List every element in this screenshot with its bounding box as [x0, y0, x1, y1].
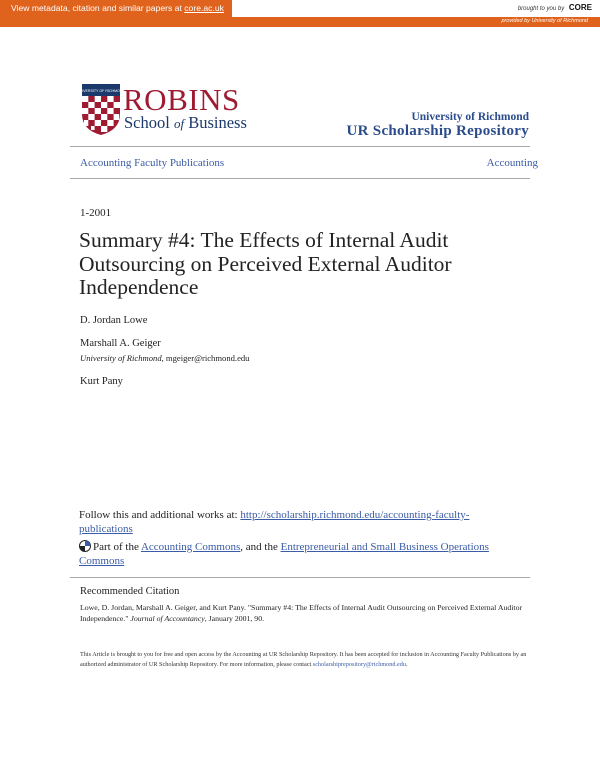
shield-text: UNIVERSITY OF RICHMOND	[76, 89, 126, 93]
follow-text: Follow this and additional works at:	[79, 509, 241, 521]
core-banner	[0, 0, 600, 17]
citation-tail: , January 2001, 90.	[204, 614, 265, 623]
core-brand: CORE	[568, 3, 592, 12]
logo-school-text	[124, 113, 247, 133]
notice-text: This Article is brought to you for free and open access by the Accounting at UR Scholarship Repository. It has been accepted for inclusion in Accounting Faculty Publications by an authorized administrator of UR Scholarship Repository. For more information, please contact	[80, 651, 527, 668]
repository-name[interactable]: UR Scholarship Repository	[346, 123, 529, 139]
partof-middle: , and the	[240, 541, 281, 553]
citation-main: Lowe, D. Jordan, Marshall A. Geiger, and Kurt Pany. "Summary #4: The Effects of Internal Audit Outsourcing on Perceived External Auditor Independence."	[80, 603, 523, 623]
follow-link[interactable]: http://scholarship.richmond.edu/accounting-faculty-publications	[79, 509, 470, 535]
author-name: Kurt Pany	[80, 376, 123, 387]
divider	[70, 178, 530, 179]
part-of-commons	[79, 540, 529, 568]
logo-school-word: School	[124, 113, 174, 132]
core-brought-by[interactable]	[518, 3, 592, 12]
partof-prefix: Part of the	[93, 541, 141, 553]
notice-end: .	[405, 660, 408, 668]
logo-robins-text: ROBINS	[123, 82, 240, 117]
provided-by-text: provided by University of Richmond	[501, 18, 588, 24]
core-provider-bar	[0, 17, 600, 27]
divider	[70, 577, 530, 578]
bepress-icon	[79, 540, 91, 552]
citation-heading: Recommended Citation	[80, 586, 180, 597]
affiliation-name: University of Richmond	[80, 353, 162, 363]
entrepreneurial-commons-link[interactable]: Entrepreneurial and Small Business Operations Commons	[79, 541, 489, 567]
shield-icon	[76, 84, 126, 136]
university-name[interactable]: University of Richmond	[411, 111, 529, 123]
author-affiliation	[80, 353, 249, 363]
article-title: Summary #4: The Effects of Internal Audit Outsourcing on Perceived External Auditor Independence	[79, 228, 452, 299]
contact-email-link[interactable]: scholarshiprepository@richmond.edu	[312, 660, 406, 668]
core-link[interactable]: core.ac.uk	[184, 3, 224, 13]
access-notice	[80, 650, 540, 669]
author-email: , mgeiger@richmond.edu	[161, 353, 250, 363]
collection-link[interactable]: Accounting Faculty Publications	[80, 157, 225, 169]
follow-works	[79, 508, 519, 536]
core-metadata-text: View metadata, citation and similar papers at	[11, 3, 185, 13]
divider	[70, 146, 530, 147]
author-name: D. Jordan Lowe	[80, 315, 148, 326]
robins-logo[interactable]	[76, 82, 271, 136]
logo-business-word: Business	[184, 113, 247, 132]
department-link[interactable]: Accounting	[486, 157, 538, 169]
citation-journal: Journal of Accountancy	[130, 614, 205, 623]
brought-by-text: brought to you by	[517, 6, 565, 12]
publication-date: 1-2001	[80, 207, 112, 219]
accounting-commons-link[interactable]: Accounting Commons	[140, 541, 241, 553]
core-metadata-notice	[0, 0, 232, 17]
logo-of-word: of	[173, 116, 185, 131]
citation-text	[80, 602, 530, 624]
author-name: Marshall A. Geiger	[80, 338, 161, 349]
